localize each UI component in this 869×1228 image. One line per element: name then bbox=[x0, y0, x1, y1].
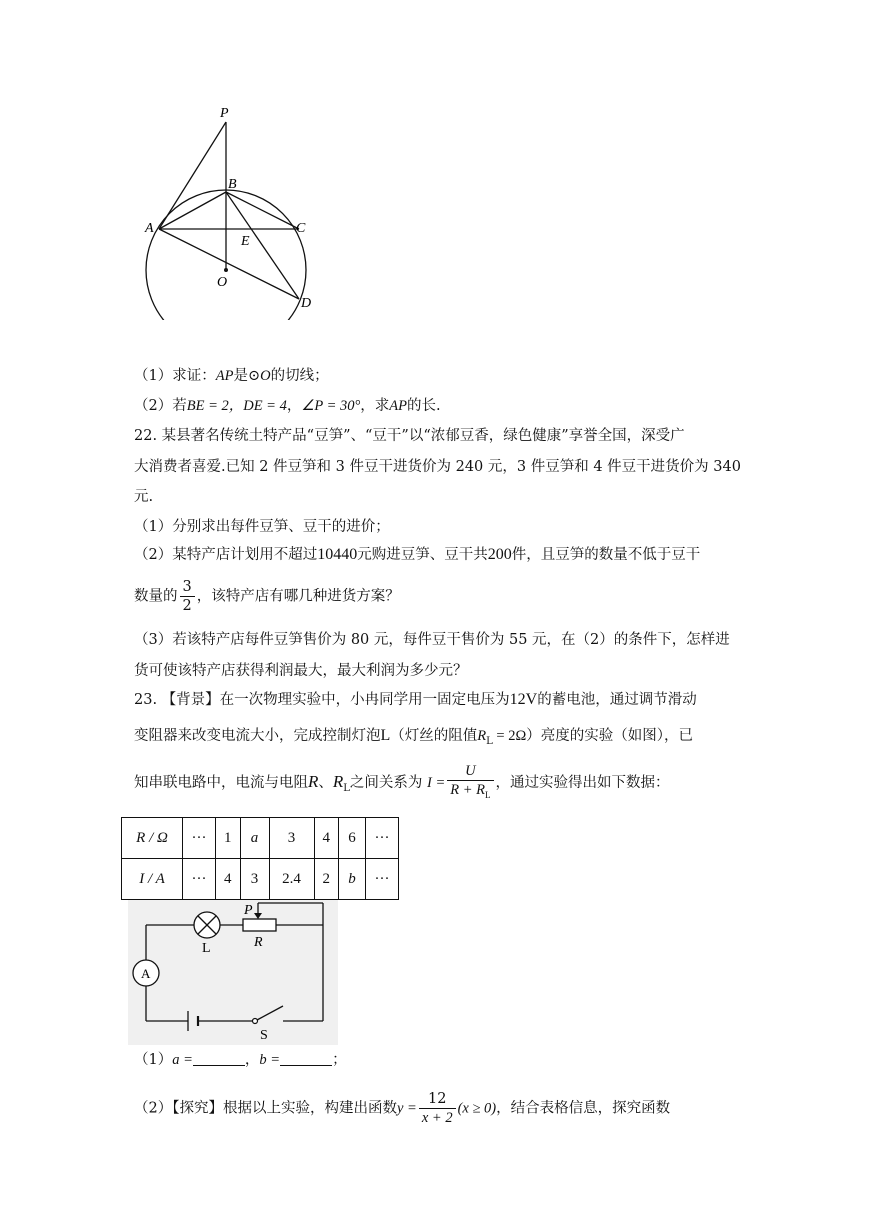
q21-part2: （2）若BE = 2，DE = 4，∠P = 30°，求AP的长. bbox=[134, 398, 441, 414]
q22-line1: 22. 某县著名传统土特产品“豆笋”、“豆干”以“浓郁豆香，绿色健康”享誉全国，深受广 bbox=[134, 428, 685, 444]
label-b: B bbox=[228, 177, 237, 192]
q22-part3-line1: （3）若该特产店每件豆笋售价为 80 元，每件豆干售价为 55 元，在（2）的条件下，怎样进 bbox=[134, 632, 730, 648]
table-row: I / A ··· 4 3 2.4 2 b ··· bbox=[122, 859, 399, 900]
q23-line1: 23. 【背景】在一次物理实验中，小冉同学用一固定电压为12V的蓄电池，通过调节滑动 bbox=[134, 691, 697, 708]
label-e: E bbox=[241, 234, 250, 249]
q22-part3-line2: 货可使该特产店获得利润最大，最大利润为多少元？ bbox=[134, 663, 468, 679]
circuit-label-r: R bbox=[254, 935, 263, 950]
label-d: D bbox=[301, 296, 312, 311]
function-fraction: $\frac{12}{x + 2}$ bbox=[419, 1090, 456, 1127]
q22-part2: （2）某特产店计划用不超过10440元购进豆笋、豆干共200件，且豆笋的数量不低于豆干 bbox=[134, 546, 701, 563]
q22-line2: 大消费者喜爱.已知 2 件豆笋和 3 件豆干进货价为 240 元，3 件豆笋和 4 件豆干进货价为 340 bbox=[134, 459, 741, 475]
current-formula: $\frac{U}{R + R_L}$ bbox=[447, 762, 493, 804]
q21-part1: （1）求证：AP是⊙O的切线； bbox=[134, 368, 329, 384]
data-table bbox=[121, 817, 399, 900]
q22-line3: 元. bbox=[134, 489, 154, 505]
label-c: C bbox=[296, 221, 306, 236]
circuit-label-p: P bbox=[244, 903, 253, 918]
label-p: P bbox=[220, 106, 229, 121]
q23-part1: （1）a = ，b = ； bbox=[134, 1052, 347, 1068]
q23-line3: 知串联电路中，电流与电阻R、$R_L$之间关系为 I = $\frac{U}{R + R_L}$ ，通过实验得出如下数据： bbox=[134, 762, 670, 804]
rheostat-icon bbox=[243, 919, 276, 931]
circuit-label-s: S bbox=[260, 1028, 268, 1043]
circuit-diagram bbox=[128, 900, 338, 1045]
q22-part2-cont: 数量的 $\frac{3}{2}$ ，该特产店有哪几种进货方案？ bbox=[134, 579, 400, 614]
q22-part1: （1）分别求出每件豆笋、豆干的进价； bbox=[134, 519, 390, 535]
circuit-label-l: L bbox=[202, 941, 211, 956]
label-o: O bbox=[217, 275, 228, 290]
table-row: R / Ω ··· 1 a 3 4 6 ··· bbox=[122, 818, 399, 859]
circuit-label-a: A bbox=[141, 966, 151, 981]
answer-blank-b[interactable] bbox=[280, 1051, 332, 1066]
answer-blank-a[interactable] bbox=[193, 1051, 245, 1066]
q23-part2: （2）【探究】根据以上实验，构建出函数y = $\frac{12}{x + 2}$ (x ≥ 0)，结合表格信息，探究函数 bbox=[134, 1091, 671, 1126]
q23-line2: 变阻器来改变电流大小，完成控制灯泡L（灯丝的阻值$R_L = 2\Omega$）亮度的实验（如图），已 bbox=[134, 727, 693, 747]
circle-figure bbox=[135, 100, 335, 320]
label-a: A bbox=[145, 221, 154, 236]
fraction-3-2: $\frac{3}{2}$ bbox=[180, 578, 195, 615]
